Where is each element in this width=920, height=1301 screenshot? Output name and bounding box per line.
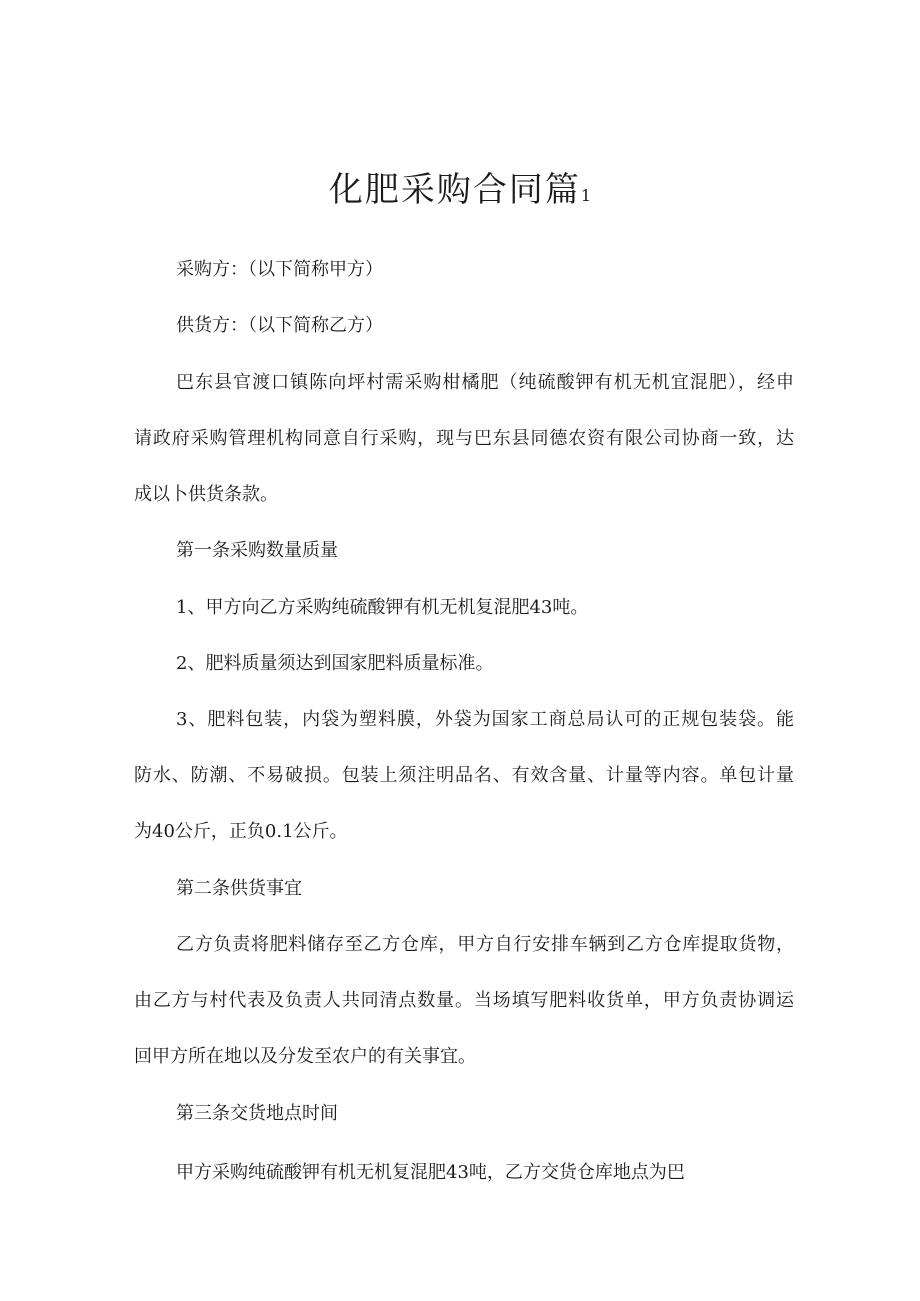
article-2-paragraph-line-3: 回甲方所在地以及分发至农户的有关事宜。	[134, 1046, 476, 1067]
article-1-item-2: 2、肥料质量须达到国家肥料质量标准。	[176, 653, 494, 674]
article-1-heading: 第一条采购数量质量	[176, 540, 338, 561]
document-title-text: 化肥采购合同篇	[328, 170, 581, 210]
article-2-paragraph-line-2: 由乙方与村代表及负责人共同清点数量。当场填写肥料收货单，甲方负责协调运	[134, 990, 794, 1011]
document-title	[0, 162, 920, 211]
purchaser-line: 采购方：（以下简称甲方）	[176, 259, 383, 280]
article-1-item-3-line-1: 3、肥料包装，内袋为塑料膜，外袋为国家工商总局认可的正规包装袋。能	[176, 709, 794, 730]
article-2-paragraph-line-1: 乙方负责将肥料储存至乙方仓库，甲方自行安排车辆到乙方仓库提取货物，	[176, 934, 794, 955]
article-3-paragraph-line-1: 甲方采购纯硫酸钾有机无机复混肥43吨，乙方交货仓库地点为巴	[176, 1162, 685, 1183]
article-3-heading: 第三条交货地点时间	[176, 1103, 338, 1124]
intro-paragraph-line-3: 成以卜供货条款。	[134, 484, 278, 505]
intro-paragraph-line-1: 巴东县官渡口镇陈向坪村需采购柑橘肥（纯硫酸钾有机无机宜混肥），经申	[176, 372, 794, 393]
supplier-line: 供货方：（以下简称乙方）	[176, 315, 383, 336]
intro-paragraph-line-2: 请政府采购管理机构同意自行采购，现与巴东县同德农资有限公司协商一致，达	[134, 428, 794, 449]
article-1-item-1: 1、甲方向乙方采购纯硫酸钾有机无机复混肥43吨。	[176, 597, 589, 618]
article-1-item-3-line-2: 防水、防潮、不易破损。包装上须注明品名、有效含量、计量等内容。单包计量	[134, 765, 794, 786]
article-2-heading: 第二条供货事宜	[176, 878, 302, 899]
document-title-suffix: 1	[580, 186, 592, 205]
article-1-item-3-line-3: 为40公斤，正负0.1公斤。	[134, 821, 348, 842]
